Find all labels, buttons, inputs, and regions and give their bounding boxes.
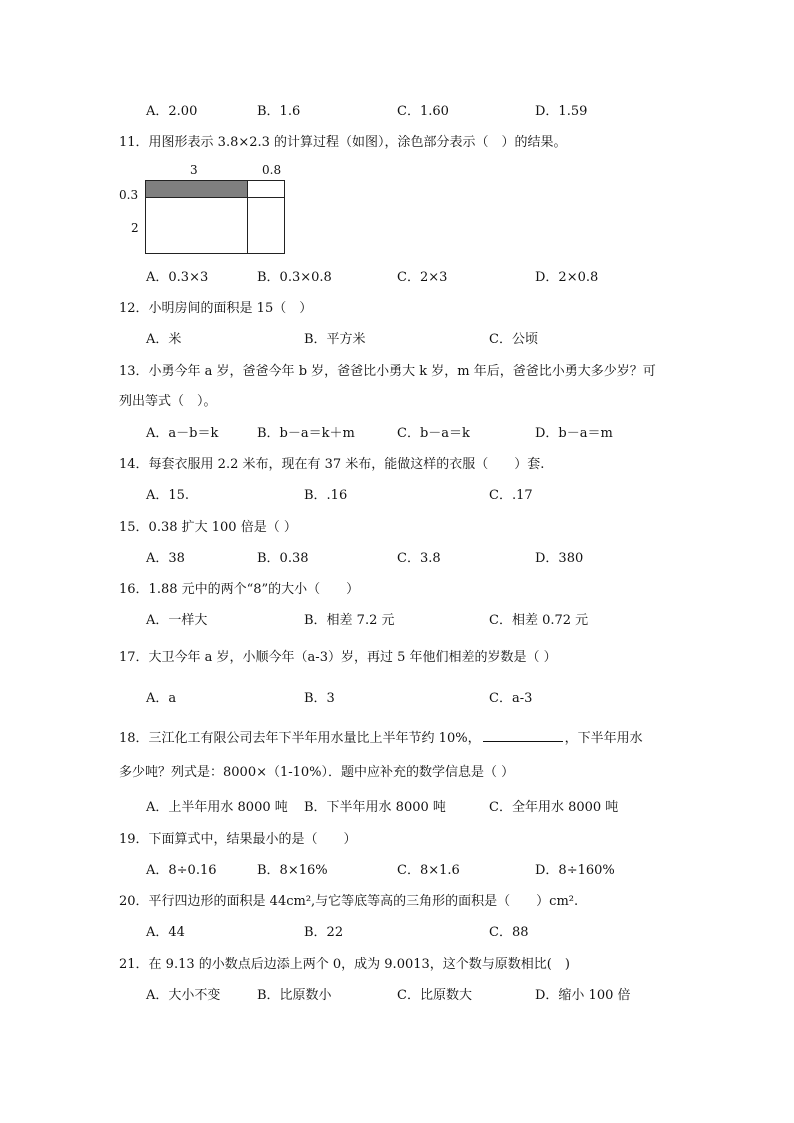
q21-stem: 21．在 9.13 的小数点后边添上两个 0，成为 9.0013，这个数与原数相比( )	[119, 957, 570, 972]
q18-option-a[interactable]: A．上半年用水 8000 吨	[146, 800, 288, 815]
q10-option-c[interactable]: C．1.60	[397, 104, 449, 119]
figure-label-0-3: 0.3	[119, 188, 139, 202]
q17-option-c[interactable]: C．a-3	[489, 691, 533, 706]
q21-option-b[interactable]: B．比原数小	[257, 988, 332, 1003]
q12-stem: 12．小明房间的面积是 15（ ）	[119, 301, 313, 316]
q18-stem-line1	[119, 729, 643, 747]
q18-option-b[interactable]: B．下半年用水 8000 吨	[304, 800, 446, 815]
figure-label-3: 3	[190, 163, 198, 177]
q18-option-c[interactable]: C．全年用水 8000 吨	[489, 800, 619, 815]
q15-option-c[interactable]: C．3.8	[397, 551, 441, 566]
q20-option-c[interactable]: C．88	[489, 925, 529, 940]
q19-option-c[interactable]: C．8×1.6	[397, 863, 460, 878]
q19-stem: 19．下面算式中，结果最小的是（ ）	[119, 832, 357, 847]
q19-option-a[interactable]: A．8÷0.16	[146, 863, 217, 878]
q20-stem: 20．平行四边形的面积是 44cm²,与它等底等高的三角形的面积是（ ）cm².	[119, 894, 579, 909]
q18-fill-blank[interactable]	[483, 729, 563, 742]
q15-option-d[interactable]: D．380	[535, 551, 584, 566]
q17-option-a[interactable]: A．a	[146, 691, 177, 706]
q11-stem: 11．用图形表示 3.8×2.3 的计算过程（如图），涂色部分表示（ ）的结果。	[119, 135, 567, 150]
area-model-diagram	[115, 160, 305, 260]
q16-option-a[interactable]: A．一样大	[146, 613, 208, 628]
q18-stem-part2: ，下半年用水	[564, 731, 643, 746]
q10-option-b[interactable]: B．1.6	[257, 104, 301, 119]
q12-option-b[interactable]: B．平方米	[304, 332, 366, 347]
q17-option-b[interactable]: B．3	[304, 691, 335, 706]
q13-option-c[interactable]: C．b－a＝k	[397, 426, 470, 441]
q16-option-c[interactable]: C．相差 0.72 元	[489, 613, 589, 628]
q13-option-d[interactable]: D．b－a＝m	[535, 426, 613, 441]
q11-option-b[interactable]: B．0.3×0.8	[257, 270, 332, 285]
q11-figure	[115, 160, 305, 260]
q15-option-b[interactable]: B．0.38	[257, 551, 309, 566]
q17-stem: 17．大卫今年 a 岁，小顺今年（a-3）岁，再过 5 年他们相差的岁数是（ ）	[119, 650, 557, 665]
q10-option-a[interactable]: A．2.00	[146, 104, 198, 119]
q12-option-c[interactable]: C．公顷	[489, 332, 538, 347]
q14-stem: 14．每套衣服用 2.2 米布，现在有 37 米布，能做这样的衣服（ ）套.	[119, 457, 545, 472]
q19-option-d[interactable]: D．8÷160%	[535, 863, 615, 878]
q13-option-b[interactable]: B．b－a＝k＋m	[257, 426, 355, 441]
q13-option-a[interactable]: A．a－b＝k	[146, 426, 219, 441]
shaded-region	[146, 181, 248, 198]
q10-option-d[interactable]: D．1.59	[535, 104, 588, 119]
q15-stem: 15．0.38 扩大 100 倍是（ ）	[119, 520, 297, 535]
q11-option-a[interactable]: A．0.3×3	[146, 270, 209, 285]
q18-stem-line2: 多少吨？列式是：8000×（1-10%）．题中应补充的数学信息是（ ）	[119, 765, 515, 780]
q16-option-b[interactable]: B．相差 7.2 元	[304, 613, 395, 628]
q21-option-d[interactable]: D．缩小 100 倍	[535, 988, 631, 1003]
q12-option-a[interactable]: A．米	[146, 332, 182, 347]
figure-label-2: 2	[131, 221, 139, 235]
q14-option-a[interactable]: A．15.	[146, 488, 190, 503]
q14-option-b[interactable]: B．.16	[304, 488, 348, 503]
q21-option-c[interactable]: C．比原数大	[397, 988, 472, 1003]
q21-option-a[interactable]: A．大小不变	[146, 988, 221, 1003]
q18-stem-part1: 18．三江化工有限公司去年下半年用水量比上半年节约 10%，	[119, 731, 481, 746]
q13-stem-line2: 列出等式（ ）。	[119, 394, 217, 409]
q11-option-d[interactable]: D．2×0.8	[535, 270, 599, 285]
q20-option-b[interactable]: B．22	[304, 925, 344, 940]
q16-stem: 16．1.88 元中的两个“8”的大小（ ）	[119, 582, 360, 597]
q13-stem-line1: 13．小勇今年 a 岁，爸爸今年 b 岁，爸爸比小勇大 k 岁，m 年后，爸爸比小勇大多少岁？可	[119, 364, 656, 379]
q20-option-a[interactable]: A．44	[146, 925, 185, 940]
q15-option-a[interactable]: A．38	[146, 551, 185, 566]
q19-option-b[interactable]: B．8×16%	[257, 863, 328, 878]
q14-option-c[interactable]: C．.17	[489, 488, 533, 503]
figure-label-0-8: 0.8	[262, 163, 282, 177]
q11-option-c[interactable]: C．2×3	[397, 270, 448, 285]
